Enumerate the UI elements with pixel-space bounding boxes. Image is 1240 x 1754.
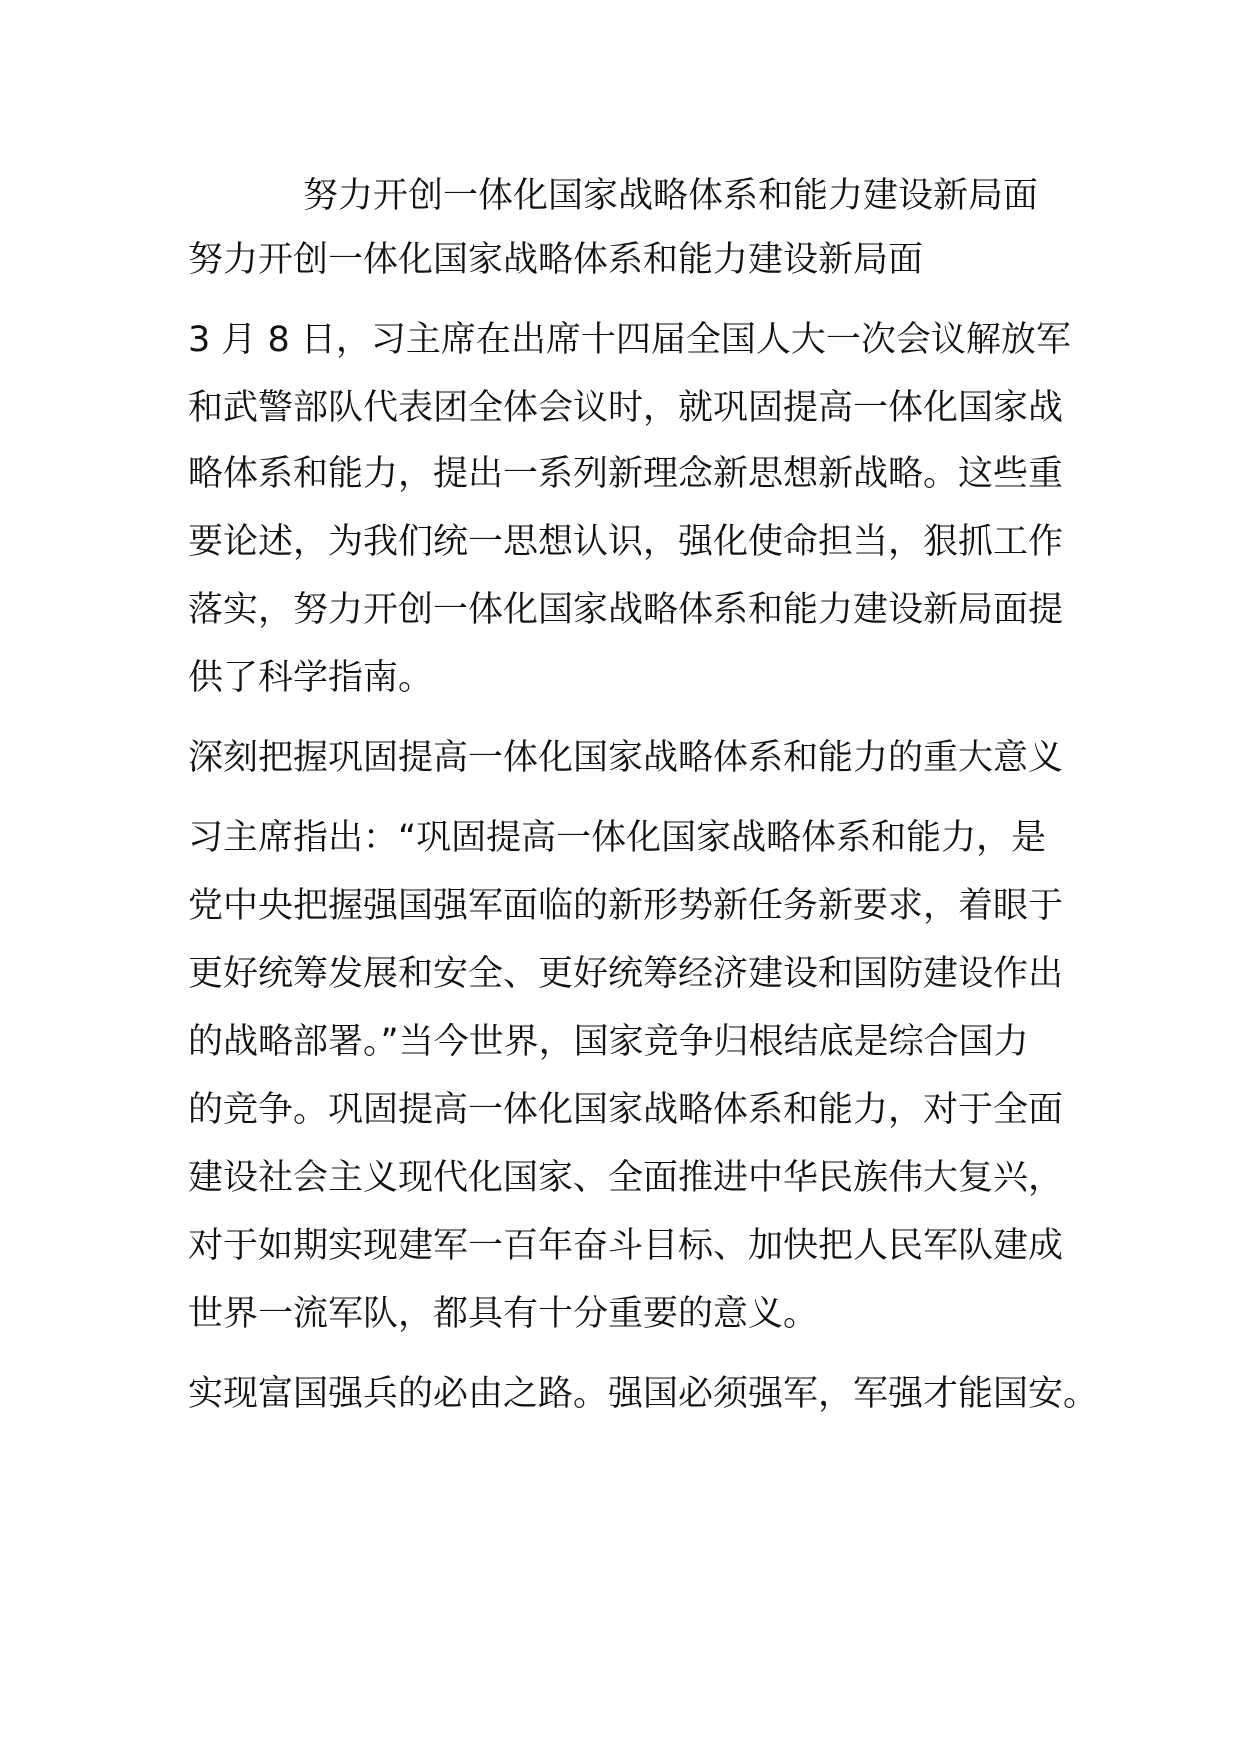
- paragraph-line: 党中央把握强国强军面临的新形势新任务新要求，着眼于: [188, 886, 1064, 926]
- paragraph-line: 世界一流军队，都具有十分重要的意义。: [188, 1294, 819, 1334]
- paragraph-line: 更好统筹发展和安全、更好统筹经济建设和国防建设作出: [188, 954, 1064, 994]
- paragraph-line: 习主席指出：“巩固提高一体化国家战略体系和能力，是: [188, 818, 1047, 858]
- paragraph-line: 和武警部队代表团全体会议时，就巩固提高一体化国家战: [188, 388, 1064, 428]
- section-heading: 深刻把握巩固提高一体化国家战略体系和能力的重大意义: [188, 738, 1064, 778]
- paragraph-line: 建设社会主义现代化国家、全面推进中华民族伟大复兴，: [188, 1158, 1064, 1198]
- paragraph-line: 的竞争。巩固提高一体化国家战略体系和能力，对于全面: [188, 1090, 1064, 1130]
- paragraph-line: 略体系和能力，提出一系列新理念新思想新战略。这些重: [188, 454, 1064, 494]
- paragraph-line: 要论述，为我们统一思想认识，强化使命担当，狠抓工作: [188, 522, 1064, 562]
- document-subtitle: 努力开创一体化国家战略体系和能力建设新局面: [188, 240, 924, 280]
- paragraph-line: 落实，努力开创一体化国家战略体系和能力建设新局面提: [188, 590, 1064, 630]
- paragraph-line: 实现富国强兵的必由之路。强国必须强军，军强才能国安。: [188, 1374, 1099, 1414]
- document-title: 努力开创一体化国家战略体系和能力建设新局面: [303, 176, 1039, 216]
- paragraph-line: 3 月 8 日，习主席在出席十四届全国人大一次会议解放军: [188, 320, 1071, 360]
- paragraph-line: 供了科学指南。: [188, 658, 434, 698]
- paragraph-line: 对于如期实现建军一百年奋斗目标、加快把人民军队建成: [188, 1226, 1064, 1266]
- paragraph-line: 的战略部署。”当今世界，国家竞争归根结底是综合国力: [188, 1022, 1029, 1062]
